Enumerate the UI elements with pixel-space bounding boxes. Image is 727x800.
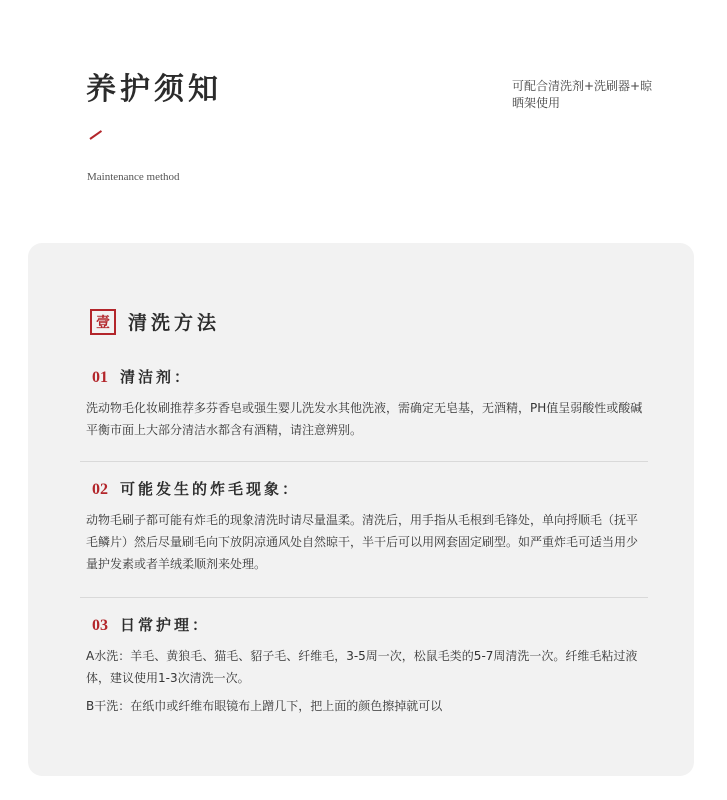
usage-note: 可配合清洗剂+洗刷器+晾晒架使用 — [512, 79, 653, 110]
item-number: 02 — [92, 481, 108, 498]
section-header — [90, 308, 220, 335]
divider — [80, 597, 648, 598]
item-paragraph: B干洗：在纸巾或纤维布眼镜布上蹭几下，把上面的颜色擦掉就可以 — [86, 699, 443, 713]
item-number: 03 — [92, 617, 108, 634]
section-title: 清洗方法 — [128, 312, 221, 334]
divider — [80, 461, 648, 462]
page-title: 养护须知 — [86, 72, 222, 107]
item-paragraph: 洗动物毛化妆刷推荐多芬香皂或强生婴儿洗发水其他洗液，需确定无皂基，无酒精，PH值呈弱酸性或酸碱平衡市面上大部分清洁水都含有酒精，请注意辨别。 — [86, 401, 643, 437]
item-body — [86, 397, 648, 441]
item-paragraph: A水洗：羊毛、黄狼毛、猫毛、貂子毛、纤维毛，3-5周一次，松鼠毛类的5-7周清洗一次。纤维毛粘过液体，建议使用1-3次清洗一次。 — [86, 649, 638, 685]
instruction-item — [86, 614, 648, 717]
instruction-item — [86, 366, 648, 441]
item-title: 清洁剂： — [120, 368, 193, 386]
seal-icon: 壹 — [90, 309, 116, 335]
item-title: 可能发生的炸毛现象： — [120, 480, 301, 498]
accent-slash — [89, 130, 102, 140]
item-body — [86, 509, 648, 575]
item-body — [86, 645, 648, 717]
english-subtitle: Maintenance method — [87, 171, 180, 183]
item-paragraph: 动物毛刷子都可能有炸毛的现象清洗时请尽量温柔。清洗后，用手指从毛根到毛锋处，单向捋顺毛（抚平毛鳞片）然后尽量刷毛向下放阴凉通风处自然晾干，半干后可以用网套固定刷型。如严重炸毛可适当用少量护发素或者羊绒柔顺剂来处理。 — [86, 513, 639, 571]
item-number: 01 — [92, 369, 108, 386]
instruction-item — [86, 478, 648, 575]
item-title: 日常护理： — [120, 616, 211, 634]
